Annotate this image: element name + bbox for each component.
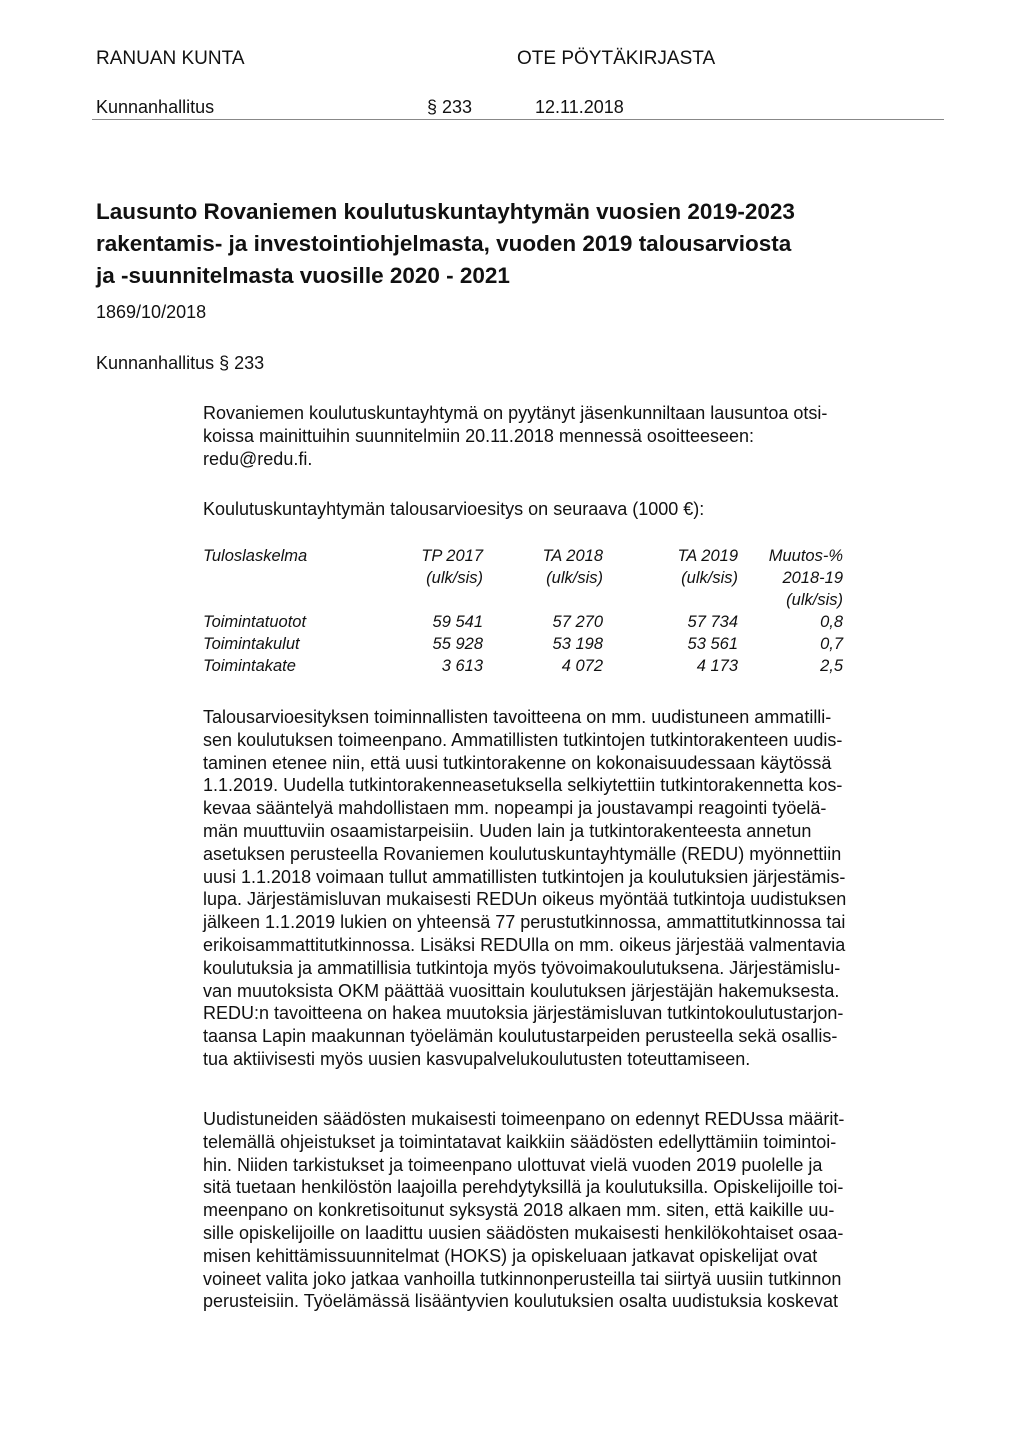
paragraph-implementation — [203, 1108, 948, 1313]
text-line: uusi 1.1.2018 voimaan tullut ammatillisten tutkintojen ja koulutuksien järjestämis- — [203, 866, 846, 887]
text-line: jälkeen 1.1.2019 lukien on yhteensä 77 perustutkinnossa, ammattitutkinnossa tai — [203, 912, 846, 933]
meeting-date: 12.11.2018 — [535, 97, 624, 117]
text-line: sen koulutuksen toimeenpano. Ammatillisten tutkintojen tutkintorakenteen uudis- — [203, 729, 843, 750]
organization-name: RANUAN KUNTA — [96, 48, 245, 69]
table-header-cell: TA 2018 — [542, 547, 603, 565]
budget-table — [203, 545, 843, 677]
table-cell: 57 734 — [687, 613, 738, 631]
title-line: rakentamis- ja investointiohjelmasta, vuoden 2019 talousarviosta — [96, 231, 792, 256]
text-line: lupa. Järjestämisluvan mukaisesti REDUn oikeus myöntää tutkintoja uudistuksen — [203, 889, 847, 910]
text-line: taansa Lapin maakunnan työelämän koulutustarpeiden perusteella sekä osallis- — [203, 1026, 838, 1047]
text-line: 1.1.2019. Uudella tutkintorakenneasetuksella selkiytettiin tutkintorakennetta kos- — [203, 775, 843, 796]
text-line: sitä tuetaan henkilöstön laajoilla perehdytyksillä ja koulutuksilla. Opiskelijoille toi- — [203, 1177, 844, 1198]
table-row — [203, 655, 843, 677]
text-line: män muuttuviin osaamistarpeisiin. Uuden lain ja tutkintorakenteesta annetun — [203, 820, 812, 841]
text-line: Uudistuneiden säädösten mukaisesti toimeenpano on edennyt REDUssa määrit- — [203, 1109, 845, 1129]
table-header-row — [203, 567, 843, 589]
table-cell: 59 541 — [432, 613, 483, 631]
text-line: koulutuksia ja ammatillisia tutkintoja myös työvoimakoulutuksena. Järjestämislu- — [203, 957, 841, 978]
text-line: telemällä ohjeistukset ja toimintatavat kaikkiin säädösten edellyttämiin toimintoi- — [203, 1131, 837, 1152]
table-header-row — [203, 545, 843, 567]
document-type: OTE PÖYTÄKIRJASTA — [517, 48, 716, 69]
table-header-cell: (ulk/sis) — [786, 591, 843, 609]
table-cell: 57 270 — [552, 613, 603, 631]
text-line: Talousarvioesityksen toiminnallisten tavoitteena on mm. uudistuneen ammatilli- — [203, 707, 832, 727]
table-cell: 0,7 — [820, 635, 843, 653]
meeting-body: Kunnanhallitus — [96, 97, 215, 117]
text-line: meenpano on konkretisoitunut syksystä 2018 alkaen mm. siten, että kaikille uu- — [203, 1200, 835, 1221]
table-header-cell: TA 2019 — [677, 547, 738, 565]
table-cell: 3 613 — [441, 657, 483, 675]
table-cell: 4 072 — [561, 657, 603, 675]
document-title — [96, 196, 916, 292]
paragraph-objectives — [203, 706, 948, 1071]
table-row — [203, 611, 843, 633]
text-line: hin. Niiden tarkistukset ja toimeenpano ulottuvat vielä vuoden 2019 puolelle ja — [203, 1154, 823, 1175]
text-line: redu@redu.fi. — [203, 448, 313, 469]
table-cell-label: Toimintakate — [203, 657, 296, 675]
header-divider — [92, 119, 944, 120]
text-line: misen kehittämissuunnitelmat (HOKS) ja opiskeluaan jatkavat opiskelijat ovat — [203, 1245, 818, 1266]
table-cell-label: Toimintakulut — [203, 635, 300, 653]
text-line: sille opiskelijoille on laadittu uusien säädösten mukaisesti henkilökohtaiset osaa- — [203, 1222, 844, 1243]
table-header-cell: (ulk/sis) — [546, 569, 603, 587]
table-header-cell: Tuloslaskelma — [203, 547, 308, 565]
text-line: erikoisammattitutkinnossa. Lisäksi REDUlla on mm. oikeus järjestää valmentavia — [203, 934, 846, 955]
table-cell-label: Toimintatuotot — [203, 613, 307, 631]
text-line: perusteisiin. Työelämässä lisääntyvien koulutuksien osalta uudistuksia koskevat — [203, 1291, 839, 1312]
table-cell: 2,5 — [820, 657, 843, 675]
table-header-cell: 2018-19 — [782, 569, 843, 587]
intro-paragraph — [203, 402, 948, 470]
diary-number: 1869/10/2018 — [96, 302, 207, 322]
table-header-cell: (ulk/sis) — [681, 569, 738, 587]
section-number: § 233 — [427, 97, 473, 117]
text-line: taminen etenee niin, että uusi tutkintorakenne on kokonaisuudessaan käytössä — [203, 752, 832, 773]
table-cell: 4 173 — [696, 657, 738, 675]
text-line: koissa mainittuihin suunnitelmiin 20.11.2018 mennessä osoitteeseen: — [203, 425, 755, 446]
text-line: voineet valita joko jatkaa vanhoilla tutkinnonperusteilla tai siirtyä uusiin tutkinnon — [203, 1268, 842, 1289]
table-header-cell: Muutos-% — [768, 547, 843, 565]
table-row — [203, 633, 843, 655]
text-line: van muutoksista OKM päättää vuosittain koulutuksen järjestäjän hakemuksesta. — [203, 980, 840, 1001]
table-header-row — [203, 589, 843, 611]
text-line: Rovaniemen koulutuskuntayhtymä on pyytänyt jäsenkunniltaan lausuntoa otsi- — [203, 403, 828, 423]
text-line: tua aktiivisesti myös uusien kasvupalvelukoulutusten toteuttamiseen. — [203, 1048, 751, 1069]
title-line: Lausunto Rovaniemen koulutuskuntayhtymän vuosien 2019-2023 — [96, 199, 795, 224]
section-reference: Kunnanhallitus § 233 — [96, 353, 265, 373]
table-cell: 53 198 — [552, 635, 603, 653]
table-header-cell: (ulk/sis) — [426, 569, 483, 587]
text-line: asetuksen perusteella Rovaniemen koulutuskuntayhtymälle (REDU) myönnettiin — [203, 843, 842, 864]
table-cell: 55 928 — [432, 635, 483, 653]
table-cell: 53 561 — [687, 635, 738, 653]
text-line: REDU:n tavoitteena on hakea muutoksia järjestämisluvan tutkintokoulutustarjon- — [203, 1003, 844, 1024]
table-header-cell: TP 2017 — [421, 547, 483, 565]
table-cell: 0,8 — [820, 613, 843, 631]
title-line: ja -suunnitelmasta vuosille 2020 - 2021 — [96, 263, 510, 288]
text-line: kevaa sääntelyä mahdollistaen mm. nopeampi ja joustavampi reagointi työelä- — [203, 798, 827, 819]
budget-intro: Koulutuskuntayhtymän talousarvioesitys on seuraava (1000 €): — [203, 499, 705, 519]
